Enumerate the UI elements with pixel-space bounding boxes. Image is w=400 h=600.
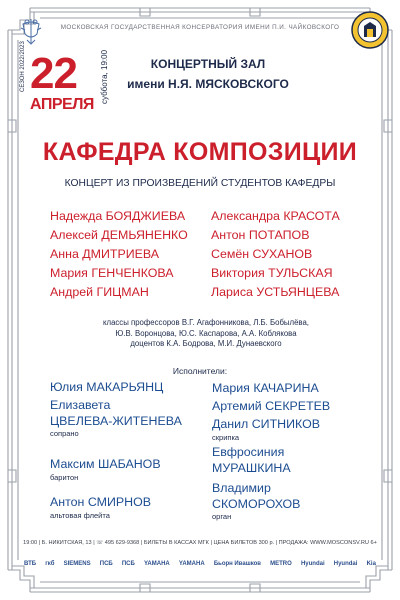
composer-name: Лариса УСТЬЯНЦЕВА bbox=[211, 285, 340, 299]
weekday-time: суббота, 19:00 bbox=[100, 49, 109, 104]
sponsor-logo: Бьорн Ивашков bbox=[213, 561, 261, 567]
performer-right-5 bbox=[212, 481, 300, 522]
classes-line: классы профессоров В.Г. Агафонникова, Л.Б. Бобылёва, bbox=[103, 318, 309, 327]
conservatory-seal-emblem bbox=[350, 10, 390, 50]
performer-left-2 bbox=[50, 398, 182, 439]
composer-name: Антон ПОТАПОВ bbox=[211, 228, 310, 242]
composer-name: Анна ДМИТРИЕВА bbox=[50, 247, 160, 261]
sponsor-logo: ПСБ bbox=[121, 561, 135, 567]
performer-right-1 bbox=[212, 381, 319, 397]
performer-name: Юлия МАКАРЬЯНЦ bbox=[50, 380, 164, 394]
performer-last-name: ЦВЕЛЕВА-ЖИТЕНЕВА bbox=[50, 413, 182, 428]
performer-first-name: Владимир bbox=[212, 481, 271, 495]
classes-line: Ю.В. Воронцова, Ю.С. Каспарова, А.А. Коблякова bbox=[115, 328, 297, 338]
performer-right-4 bbox=[212, 445, 291, 476]
composer-name: Семён СУХАНОВ bbox=[211, 247, 313, 261]
classes-line: доцентов К.А. Бодрова, М.И. Дунаевского bbox=[130, 339, 282, 349]
performer-left-1 bbox=[50, 380, 163, 396]
sponsor-logo: YAMAHA bbox=[178, 561, 205, 567]
performer-instrument: альтовая флейта bbox=[50, 510, 110, 520]
performer-instrument: сопрано bbox=[50, 429, 79, 438]
sponsor-logo: ВТБ bbox=[24, 561, 37, 567]
institution-name: МОСКОВСКАЯ ГОСУДАРСТВЕННАЯ КОНСЕРВАТОРИЯ ИМЕНИ П.И. ЧАЙКОВСКОГО bbox=[60, 24, 340, 31]
sponsor-logo: Hyundai bbox=[333, 561, 358, 567]
sponsor-logo: Kia bbox=[366, 561, 376, 567]
composer-name: Виктория ТУЛЬСКАЯ bbox=[211, 266, 333, 280]
event-month: АПРЕЛЯ bbox=[30, 96, 94, 113]
performers-heading: Исполнители: bbox=[172, 366, 228, 376]
season-label: СЕЗОН 2022/2023 bbox=[20, 41, 26, 92]
sponsor-logo: ПСБ bbox=[99, 561, 113, 567]
event-day: 22 bbox=[30, 49, 77, 98]
performer-name: Максим ШАБАНОВ bbox=[50, 457, 161, 471]
professors-classes bbox=[50, 318, 362, 350]
performer-instrument: орган bbox=[212, 512, 232, 521]
performer-name: Данил СИТНИКОВ bbox=[212, 417, 320, 431]
concert-title: КАФЕДРА КОМПОЗИЦИИ bbox=[42, 138, 358, 166]
sponsor-logo: YAMAHA bbox=[143, 561, 170, 567]
performer-last-name: СКОМОРОХОВ bbox=[212, 496, 301, 511]
venue-name-line2: имени Н.Я. МЯСКОВСКОГО bbox=[127, 77, 289, 91]
sponsor-logo: METRO bbox=[270, 561, 292, 567]
performer-left-4 bbox=[50, 495, 151, 521]
concert-subtitle: КОНЦЕРТ ИЗ ПРОИЗВЕДЕНИЙ СТУДЕНТОВ КАФЕДРЫ bbox=[64, 178, 336, 189]
sponsor-logo: SIEMENS bbox=[63, 561, 91, 567]
performer-right-3 bbox=[212, 417, 320, 443]
composer-name: Александра КРАСОТА bbox=[211, 209, 340, 223]
performer-right-2 bbox=[212, 399, 330, 415]
performer-instrument: баритон bbox=[50, 472, 79, 482]
composer-name: Алексей ДЕМЬЯНЕНКО bbox=[50, 228, 188, 242]
composer-name: Надежда БОЯДЖИЕВА bbox=[50, 209, 186, 223]
performer-last-name: МУРАШКИНА bbox=[212, 460, 291, 475]
venue-name-line1: КОНЦЕРТНЫЙ ЗАЛ bbox=[150, 57, 266, 71]
performer-name: Артемий СЕКРЕТЕВ bbox=[212, 399, 331, 413]
sponsor-logos bbox=[24, 557, 376, 571]
performer-left-3 bbox=[50, 457, 161, 483]
sponsor-logo: гкб bbox=[45, 561, 55, 567]
composer-name: Мария ГЕНЧЕНКОВА bbox=[50, 266, 174, 280]
sponsor-logo: Hyundai bbox=[300, 561, 325, 567]
composers-left-column bbox=[50, 207, 188, 302]
performer-name: Мария КАЧАРИНА bbox=[212, 381, 319, 395]
performer-first-name: Евфросиния bbox=[212, 445, 285, 459]
ticket-info: 19:00 | Б. НИКИТСКАЯ, 13 | ☏ 495 629-9368 | БИЛЕТЫ В КАССАХ МГК | ЦЕНА БИЛЕТОВ 300 р. | ПРОДАЖА: WWW.MOSCONSV.RU 6+ bbox=[23, 540, 377, 546]
composers-right-column bbox=[211, 207, 340, 302]
performer-name: Антон СМИРНОВ bbox=[50, 495, 151, 509]
composer-name: Андрей ГИЦМАН bbox=[50, 285, 149, 299]
performer-instrument: скрипка bbox=[212, 432, 240, 442]
performer-first-name: Елизавета bbox=[50, 398, 111, 412]
